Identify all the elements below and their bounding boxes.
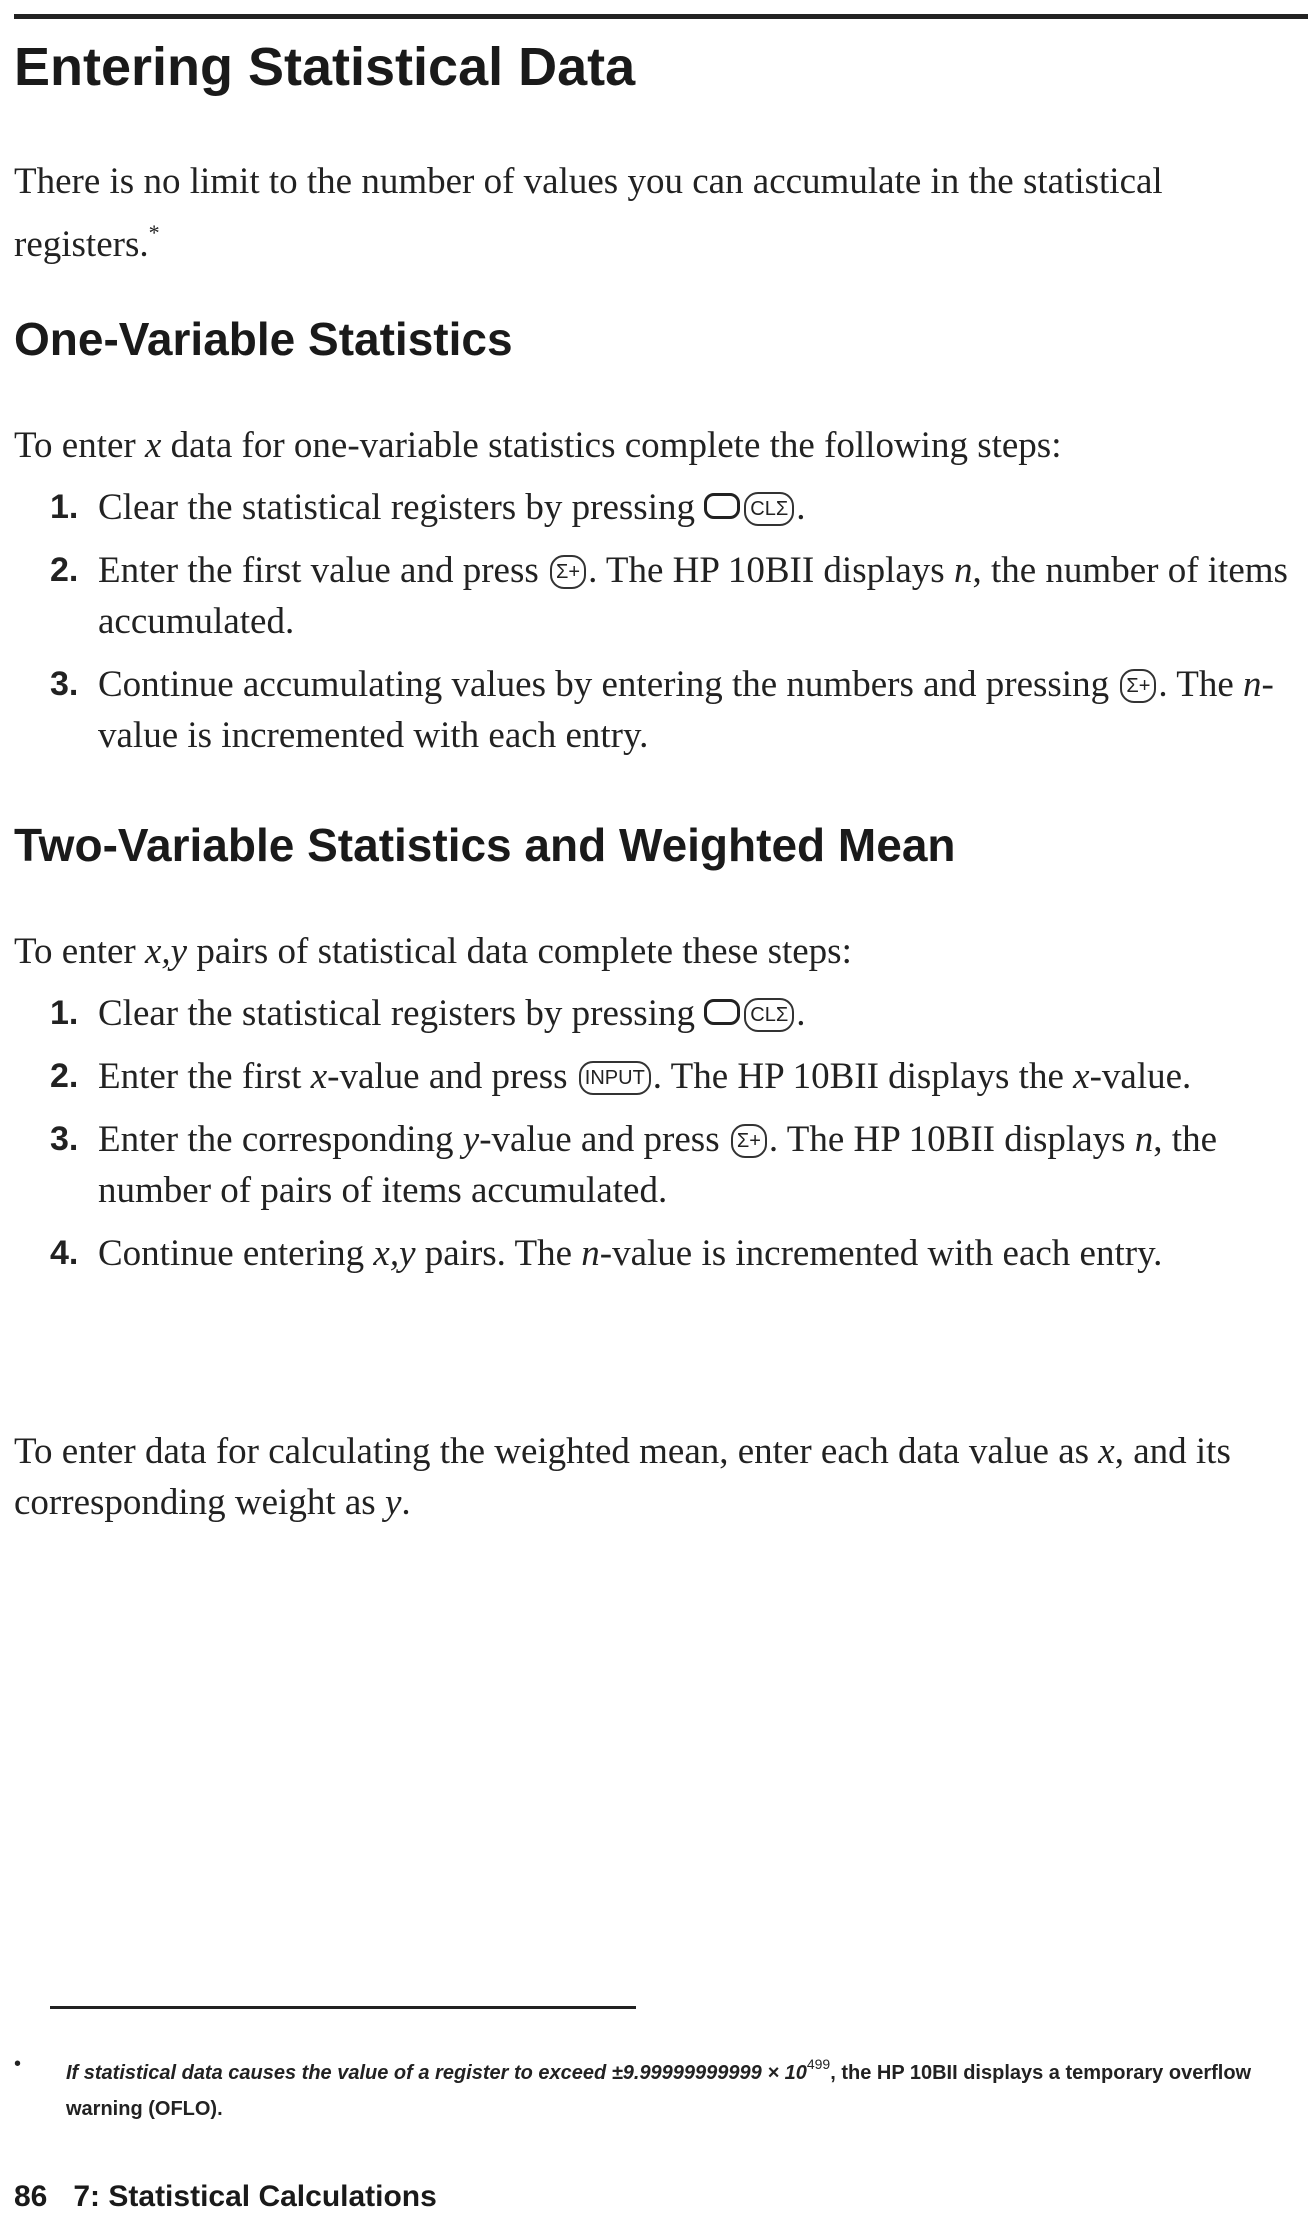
page-footer bbox=[14, 2180, 437, 2214]
weighted-mean-paragraph: To enter data for calculating the weighted mean, enter each data value as x, and its corresponding weight as y. bbox=[14, 1431, 1231, 1523]
list-item: 4. Continue entering x,y pairs. The n-value is incremented with each entry. bbox=[50, 1233, 1163, 1274]
footnote-bullet: • bbox=[14, 2053, 22, 2075]
list-item: 3. Continue accumulating values by entering the numbers and pressing Σ+ . The n-value is incremented with each entry. bbox=[50, 664, 1274, 756]
list-item: 2. Enter the first value and press Σ+ . The HP 10BII displays n, the number of items accumulated. bbox=[50, 550, 1288, 642]
sigma-plus-key-icon: Σ+ bbox=[1120, 669, 1156, 703]
shift-key-icon bbox=[704, 493, 740, 519]
sigma-plus-key-icon: Σ+ bbox=[731, 1124, 767, 1158]
top-rule bbox=[14, 14, 1308, 19]
page-title: Entering Statistical Data bbox=[14, 37, 636, 97]
shift-key-icon bbox=[704, 999, 740, 1025]
footnote-rule bbox=[50, 2006, 636, 2009]
intro-paragraph: There is no limit to the number of values you can accumulate in the statistical registers.* bbox=[14, 161, 1163, 265]
list-item: 3. Enter the corresponding y-value and press Σ+ . The HP 10BII displays n, the number of pairs of items accumulated. bbox=[50, 1119, 1217, 1211]
page-number: 86 bbox=[14, 2180, 48, 2213]
one-variable-intro: To enter x data for one-variable statistics complete the following steps: bbox=[14, 425, 1062, 466]
footnote: • If statistical data causes the value of a register to exceed $\pm 9.99999999999 \times 10^{499}$, the HP 10BII displays a temporary overflow warning (OFLO). bbox=[14, 2046, 1304, 2127]
list-item: 1. Clear the statistical registers by pressing CLΣ . bbox=[50, 993, 806, 1034]
clear-stats-key-icon: CLΣ bbox=[744, 998, 794, 1032]
input-key-icon: INPUT bbox=[579, 1061, 651, 1095]
clear-stats-key-icon: CLΣ bbox=[744, 492, 794, 526]
list-item: 1. Clear the statistical registers by pressing CLΣ . bbox=[50, 487, 806, 528]
list-item: 2. Enter the first x-value and press INPUT . The HP 10BII displays the x-value. bbox=[50, 1056, 1192, 1097]
chapter-title: 7: Statistical Calculations bbox=[73, 2180, 437, 2213]
two-variable-intro: To enter x,y pairs of statistical data complete these steps: bbox=[14, 931, 852, 972]
two-variable-heading: Two-Variable Statistics and Weighted Mean bbox=[14, 819, 956, 871]
footnote-marker: * bbox=[148, 220, 160, 245]
sigma-plus-key-icon: Σ+ bbox=[550, 555, 586, 589]
one-variable-heading: One-Variable Statistics bbox=[14, 313, 513, 365]
two-variable-steps bbox=[14, 988, 1306, 1291]
one-variable-steps bbox=[14, 482, 1306, 773]
